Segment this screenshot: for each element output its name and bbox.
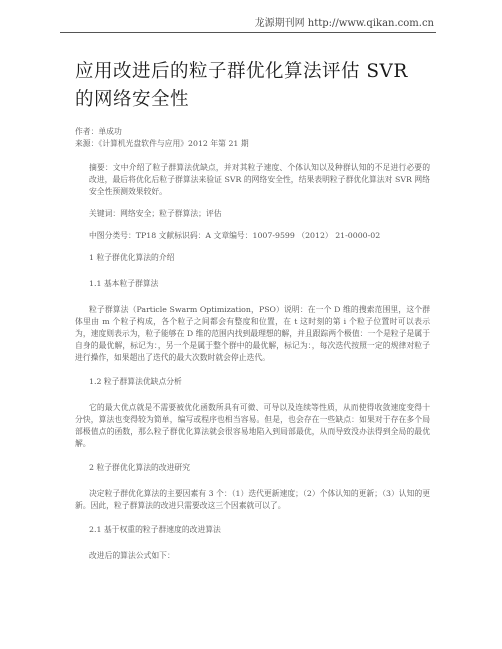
section-1-heading: 1 粒子群优化算法的介绍 xyxy=(89,253,175,262)
section-1-2-paragraph: 它的最大优点就是不需要被优化函数所具有可微、可导以及连续等性质，从而使得收敛速度变得十分快，算法也变得较为简单，编写或程序也相当容易。但是，也会存在一些缺点：如果对于存在多个局部极值点的函数，那么粒子群优化算法就会很容易地陷入到局部最优，从而导致没办法得到全局的最优解。 xyxy=(75,403,430,448)
section-1-1-heading: 1.1 基本粒子群算法 xyxy=(89,279,159,288)
section-2-paragraph: 决定粒子群优化算法的主要因素有 3 个：（1）迭代更新速度；（2）个体认知的更新；（3）认知的更新。因此，粒子群算法的改进只需要改这三个因素就可以了。 xyxy=(75,489,430,510)
author-line: 作者：单成功 xyxy=(75,127,122,136)
section-1-2-heading: 1.2 粒子群算法优缺点分析 xyxy=(89,377,182,386)
header-divider xyxy=(60,32,436,33)
section-2-1-heading: 2.1 基于权重的粒子群速度的改进算法 xyxy=(89,525,221,534)
section-2-1-paragraph: 改进后的算法公式如下： xyxy=(89,551,175,560)
page-header: 龙源期刊网 http://www.qikan.com.cn xyxy=(254,18,434,29)
article-body xyxy=(75,58,430,562)
section-1-1-paragraph: 粒子群算法（Particle Swarm Optimization，PSO）说明：在一个 D 维的搜索范围里，这个群体里由 m 个粒子构成，各个粒子之间都会有整度和位置，在 t 这时刻的第 i 个粒子位置时可以表示为，速度则表示为，粒子能够在 D 维的范围内找到最理想的解，并且跟踪两个极值：一个是粒子是属于自身的最优解，标记为：，另一个是属于整个群中的最优解，标记为：，每次迭代按照一定的规律对粒子进行操作，如果超出了迭代的最大次数时就会停止迭代。 xyxy=(75,305,430,362)
article-title: 应用改进后的粒子群优化算法评估 SVR 的网络安全性 xyxy=(75,61,408,110)
keywords: 关键词：网络安全；粒子群算法；评估 xyxy=(89,209,222,218)
classification-info: 中图分类号：TP18 文献标识码：A 文章编号：1007-9599 （2012） 21-0000-02 xyxy=(89,231,381,240)
source-line: 来源：《计算机光盘软件与应用》2012 年第 21 期 xyxy=(75,139,249,148)
abstract: 摘要：文中介绍了粒子群算法优缺点，并对其粒子速度、个体认知以及种群认知的不足进行必要的改进，最后将优化后粒子群算法来验证 SVR 的网络安全性，结果表明粒子群优化算法对 SVR 网络安全性预测效果较好。 xyxy=(89,163,430,196)
section-2-heading: 2 粒子群优化算法的改进研究 xyxy=(89,463,191,472)
